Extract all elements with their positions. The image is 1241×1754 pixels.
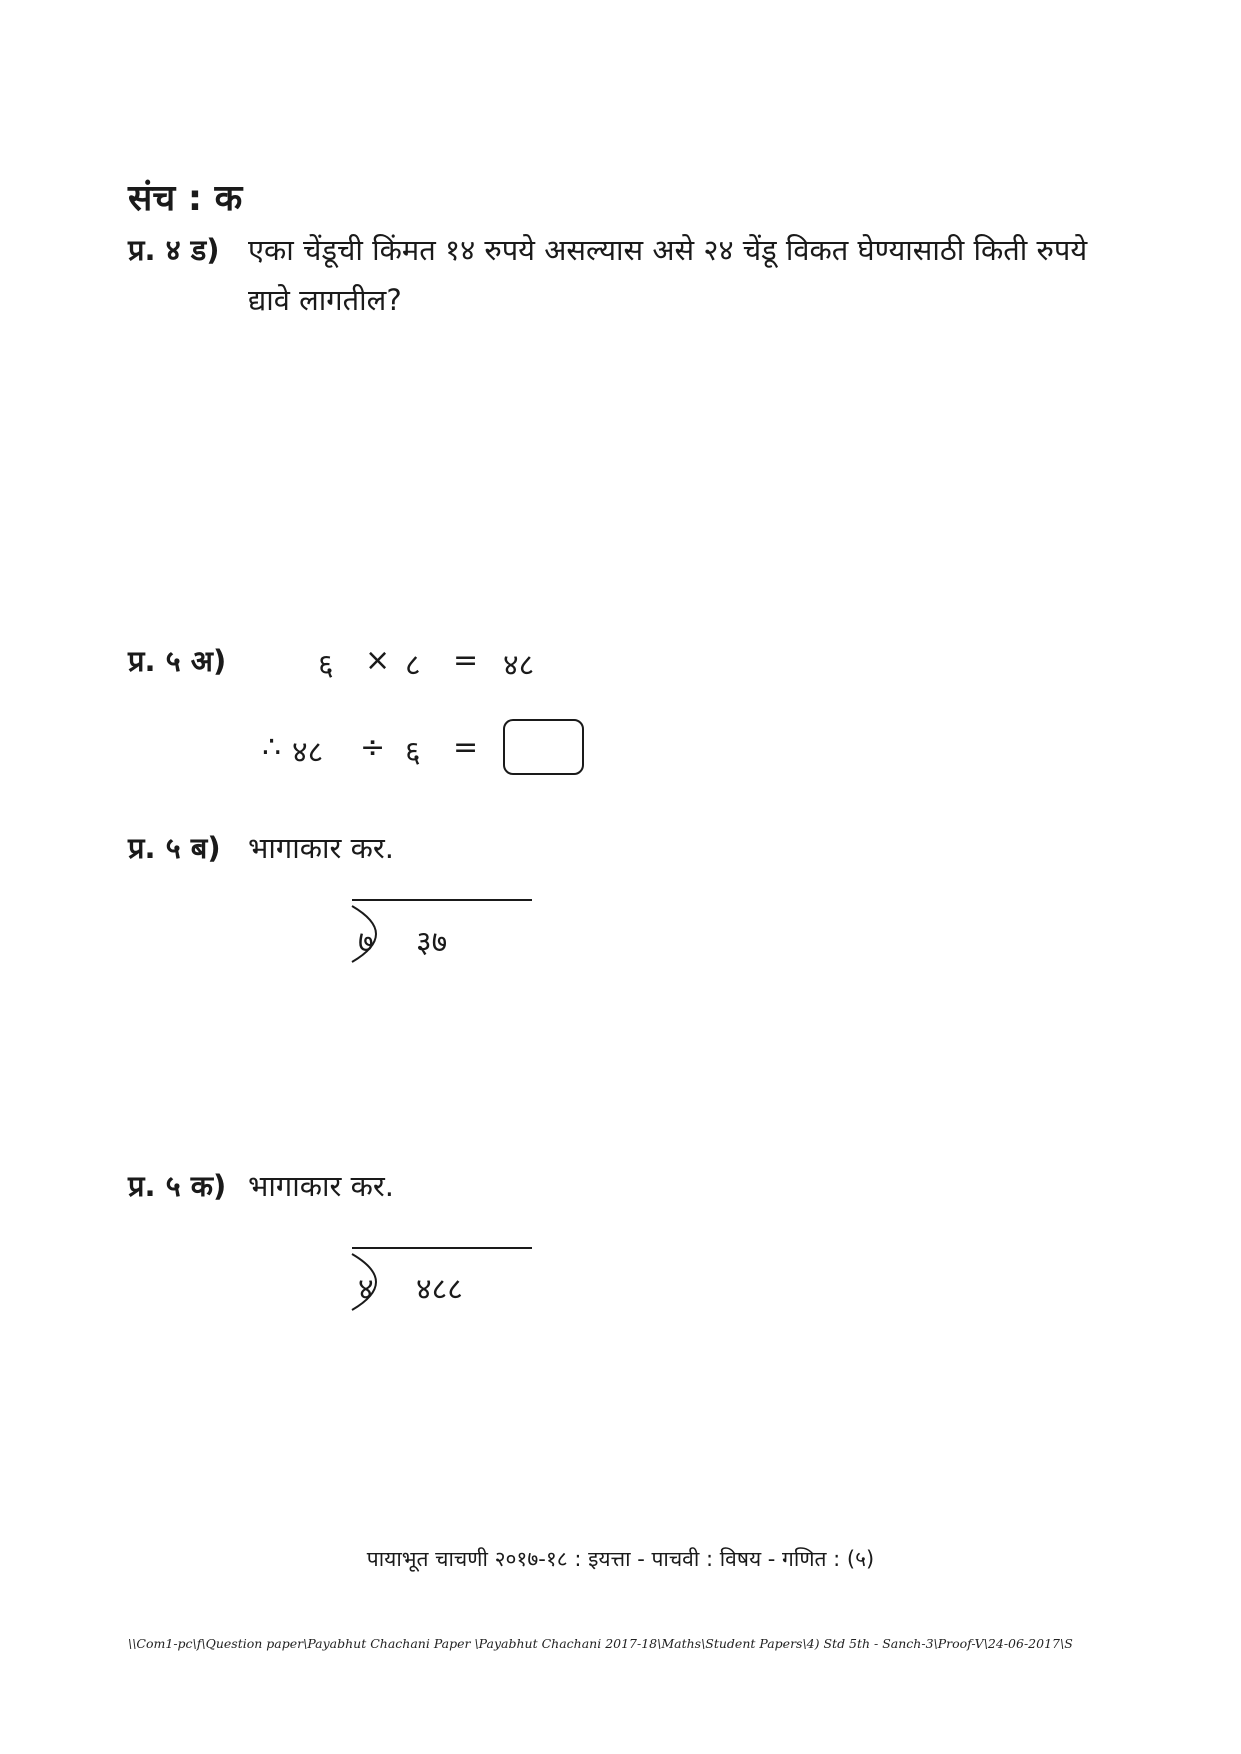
eq1-times-sign: × [365, 643, 391, 678]
divisor-5c: ४ [358, 1272, 374, 1307]
therefore-sign: ∴ [262, 730, 282, 765]
question-5a-label: प्र. ५ अ) [128, 644, 227, 678]
dividend-5c: ४८८ [416, 1272, 463, 1307]
eq2-equals-sign: = [453, 730, 479, 765]
eq1-result: ४८ [503, 648, 535, 683]
question-5c-text: भागाकार कर. [248, 1169, 394, 1203]
question-5b-text: भागाकार कर. [248, 831, 394, 865]
eq2-operand-a: ४८ [292, 735, 324, 770]
question-4d-text-line2: द्यावे लागतील? [248, 283, 402, 317]
page-footer: पायाभूत चाचणी २०१७-१८ : इयत्ता - पाचवी : विषय - गणित : (५) [366, 1547, 875, 1571]
eq1-operand-b: ८ [405, 648, 421, 683]
eq2-divide-sign: ÷ [360, 730, 386, 765]
dividend-5b: ३७ [416, 925, 448, 960]
eq1-equals-sign: = [453, 643, 479, 678]
file-path: \\Com1-pc\f\Question paper\Payabhut Chachani Paper \Payabhut Chachani 2017-18\Maths\Student Papers\4) Std 5th - Sanch-3\Proof-V\24-06-2017\S [128, 1636, 1073, 1651]
question-5c-label: प्र. ५ क) [128, 1169, 227, 1203]
eq1-operand-a: ६ [318, 648, 334, 683]
answer-box[interactable] [503, 719, 584, 775]
set-heading: संच : क [128, 178, 243, 219]
question-5b-label: प्र. ५ ब) [128, 831, 221, 865]
eq2-operand-b: ६ [405, 735, 421, 770]
question-4d-text-line1: एका चेंडूची किंमत १४ रुपये असल्यास असे २४ चेंडू विकत घेण्यासाठी किती रुपये [248, 233, 1088, 267]
question-4d-label: प्र. ४ ड) [128, 233, 220, 267]
divisor-5b: ७ [358, 925, 374, 960]
